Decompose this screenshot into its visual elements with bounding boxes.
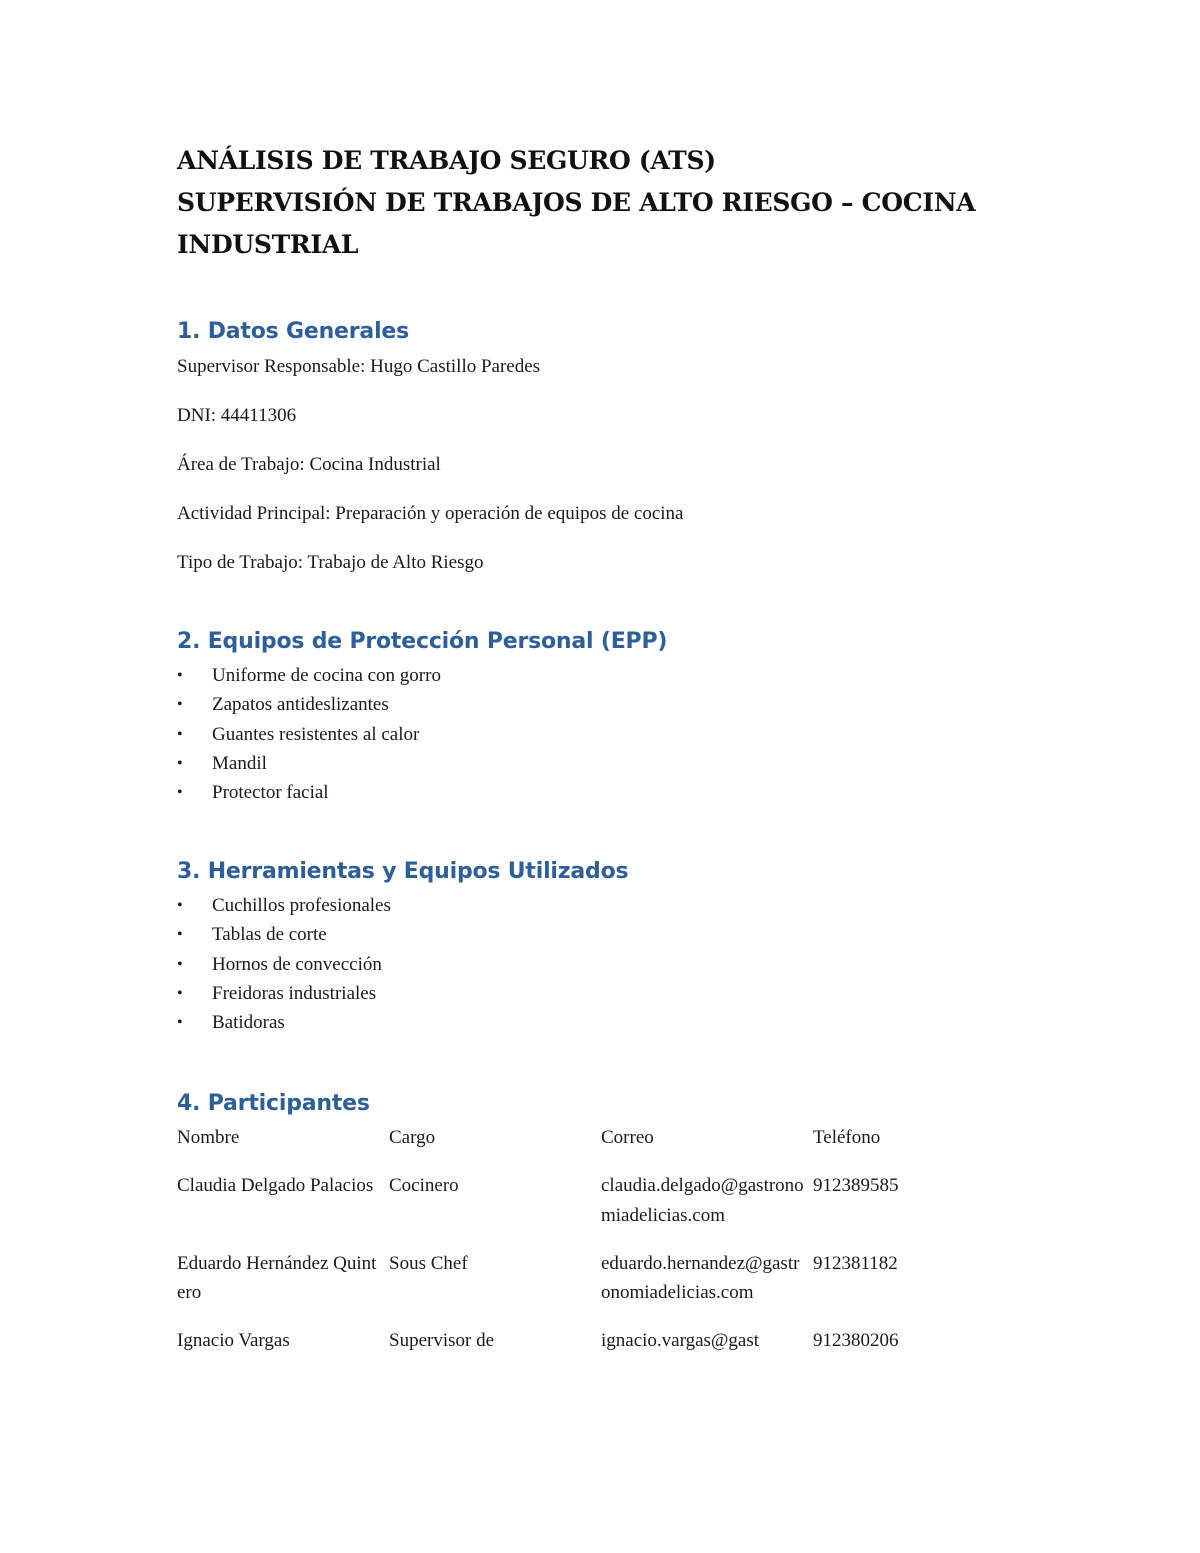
table-header-row <box>177 1123 1007 1171</box>
cell-telefono: 912381182 <box>813 1252 898 1274</box>
bullet-icon: • <box>177 897 183 914</box>
tools-list <box>177 891 1007 1037</box>
section-heading-tools: 3. Herramientas y Equipos Utilizados <box>177 859 629 884</box>
list-item: • Protector facial <box>177 778 1007 807</box>
table-row <box>177 1249 1007 1327</box>
cell-cargo: Cocinero <box>389 1175 459 1197</box>
list-item: • Uniforme de cocina con gorro <box>177 661 1007 690</box>
bullet-icon: • <box>177 784 183 802</box>
column-header-correo: Correo <box>601 1127 654 1148</box>
list-item: • Guantes resistentes al calor <box>177 720 1007 749</box>
bullet-icon: • <box>177 955 183 973</box>
field-area: Área de Trabajo: Cocina Industrial <box>177 454 441 475</box>
section-heading-epp: 2. Equipos de Protección Personal (EPP) <box>177 629 668 654</box>
bullet-icon: • <box>177 926 183 944</box>
list-item: • Cuchillos profesionales <box>177 891 1007 920</box>
cell-nombre: Eduardo Hernández Quintero <box>177 1252 377 1304</box>
list-item: • Zapatos antideslizantes <box>177 690 1007 719</box>
field-actividad: Actividad Principal: Preparación y operación de equipos de cocina <box>177 503 684 524</box>
participants-table <box>177 1123 1007 1375</box>
table-row <box>177 1326 1007 1374</box>
list-item: • Hornos de convección <box>177 950 1007 979</box>
bullet-icon: • <box>177 984 183 1002</box>
bullet-icon: • <box>177 667 183 684</box>
title-line-2: SUPERVISIÓN DE TRABAJOS DE ALTO RIESGO – COCINA <box>177 188 976 217</box>
bullet-icon: • <box>177 754 183 772</box>
title-line-1: ANÁLISIS DE TRABAJO SEGURO (ATS) <box>177 146 716 175</box>
list-item: • Tablas de corte <box>177 920 1007 949</box>
table-row <box>177 1171 1007 1249</box>
section-heading-participants: 4. Participantes <box>177 1091 370 1116</box>
section-participants <box>177 1089 1007 1375</box>
bullet-icon: • <box>177 725 183 743</box>
title-line-3: INDUSTRIAL <box>177 230 359 259</box>
cell-correo: claudia.delgado@gastronomiadelicias.com <box>601 1175 804 1226</box>
bullet-icon: • <box>177 1014 183 1032</box>
section-general <box>177 317 1007 599</box>
field-dni: DNI: 44411306 <box>177 405 297 426</box>
bullet-icon: • <box>177 696 183 714</box>
cell-cargo: Sous Chef <box>389 1252 468 1274</box>
section-heading-general: 1. Datos Generales <box>177 319 410 344</box>
cell-cargo: Supervisor de <box>389 1330 495 1352</box>
epp-list <box>177 661 1007 807</box>
section-epp <box>177 627 1007 807</box>
section-tools <box>177 857 1007 1037</box>
column-header-cargo: Cargo <box>389 1127 436 1148</box>
cell-telefono: 912389585 <box>813 1175 899 1197</box>
list-item: • Batidoras <box>177 1008 1007 1037</box>
document-title <box>177 140 1007 266</box>
cell-correo: eduardo.hernandez@gastronomiadelicias.com <box>601 1252 800 1304</box>
column-header-nombre: Nombre <box>177 1127 240 1148</box>
cell-correo: ignacio.vargas@gast <box>601 1330 760 1352</box>
cell-nombre: Claudia Delgado Palacios <box>177 1175 374 1197</box>
list-item: • Freidoras industriales <box>177 979 1007 1008</box>
list-item: • Mandil <box>177 749 1007 778</box>
field-supervisor: Supervisor Responsable: Hugo Castillo Paredes <box>177 356 541 377</box>
field-tipo: Tipo de Trabajo: Trabajo de Alto Riesgo <box>177 552 484 573</box>
column-header-telefono: Teléfono <box>813 1127 881 1148</box>
cell-telefono: 912380206 <box>813 1330 899 1352</box>
cell-nombre: Ignacio Vargas <box>177 1330 290 1352</box>
